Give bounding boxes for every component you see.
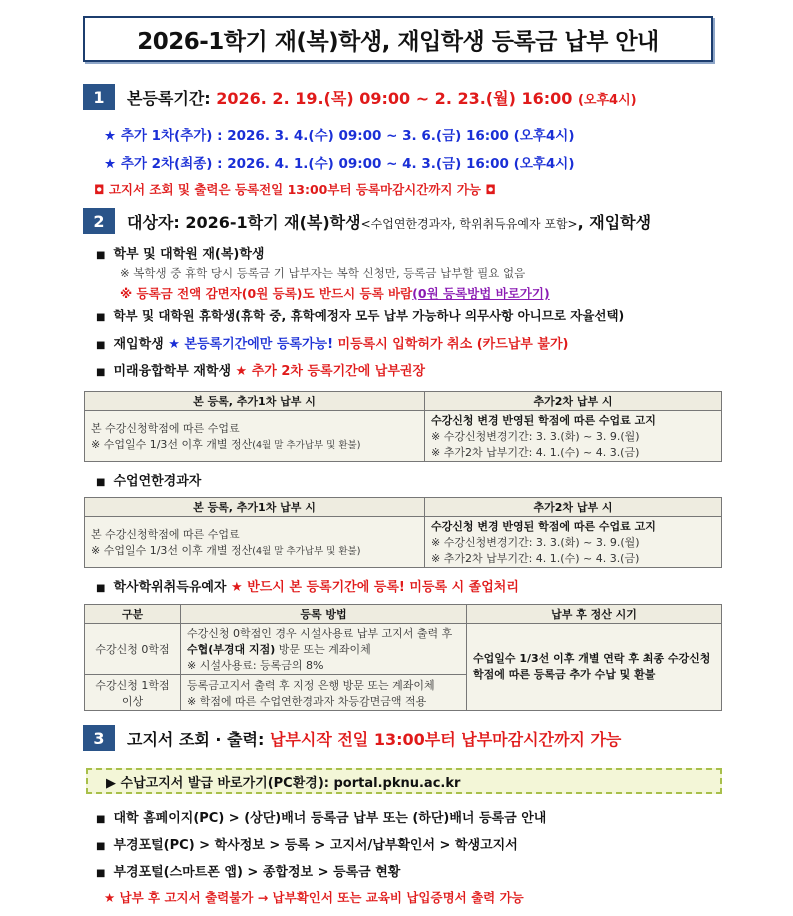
section-3-number: 3 [83,725,115,751]
bullet-item-enrolled [96,243,265,262]
table-cell: 수강신청 0학점 [85,624,181,675]
bullet-icon: ■ [96,250,106,261]
bullet-item-text: 수업연한경과자 [113,474,202,489]
section-2-label: 대상자: 2026-1학기 재(복)학생 [127,212,361,232]
section-2-label-end: , 재입학생 [577,212,652,232]
bullet-item-text: 학사학위취득유예자 [113,580,232,595]
table-cell [181,624,467,675]
extra-period-2-text: 추가 2차(최종) : 2026. 4. 1.(수) 09:00 ~ 4. 3.(금) 16:00 (오후4시) [120,156,575,172]
readmission-notice: ★ 본등록기간에만 등록가능! [168,337,338,352]
star-icon: ★ [104,156,117,172]
main-registration-period: 2026. 2. 19.(목) 09:00 ~ 2. 23.(월) 16:00 [216,88,578,108]
table-cell [85,675,181,711]
cell-line: ※ 학점에 따른 수업연한경과자 차등감면금액 적용 [187,694,427,708]
table-header: 구분 [85,605,181,624]
cell-line: 본 수강신청학점에 따른 수업료 [91,422,240,435]
cell-line: 수강신청 변경 반영된 학점에 따른 수업료 고지 [431,414,656,427]
deferral-table [84,604,722,711]
section-1-number: 1 [83,84,115,110]
zero-fee-notice [120,284,550,302]
bullet-item-text: 학부 및 대학원 재(복)학생 [113,247,265,262]
zero-fee-guide-link[interactable]: (0원 등록방법 바로가기) [412,286,550,301]
bullet-item-text: 미래융합학부 재학생 [113,364,236,379]
cell-line: ※ 추가2차 납부기간: 4. 1.(수) ~ 4. 3.(금) [431,552,640,565]
table-header: 추가2차 납부 시 [425,498,722,517]
bullet-item-readmission [96,333,568,352]
cell-note-small: (4월 말 추가납부 및 환불) [252,546,361,557]
cell-note: ※ 수업일수 1/3선 이후 개별 정산 [91,438,253,451]
cell-line: ※ 수강신청변경기간: 3. 3.(화) ~ 3. 9.(월) [431,536,640,549]
graduation-deferral-notice: ★ 반드시 본 등록기간에 등록! 미등록 시 졸업처리 [231,580,519,595]
table-cell: 수업일수 1/3선 이후 개별 연락 후 최종 수강신청학점에 따른 등록금 추가 수납 및 환불 [467,624,722,711]
bullet-item-homepage [96,807,546,826]
zero-fee-notice-text: ※ 등록금 전액 감면자(0원 등록)도 반드시 등록 바람 [120,286,413,301]
bullet-icon: ■ [96,814,106,825]
bullet-item-future-convergence [96,360,425,379]
extra-period-1-text: 추가 1차(추가) : 2026. 3. 4.(수) 09:00 ~ 3. 6.(금) 16:00 (오후4시) [120,128,575,144]
table-header: 본 등록, 추가1차 납부 시 [85,392,425,411]
table-cell [425,517,722,568]
cell-line: 수강신청 0학점인 경우 시설사용료 납부 고지서 출력 후 [187,627,453,640]
cell-note-small: (4월 말 추가납부 및 환불) [252,440,361,451]
bullet-item-overtime [96,470,201,489]
section-1-label: 본등록기간: [127,88,217,108]
print-restriction-notice: ★ 납부 후 고지서 출력불가 → 납부확인서 또는 교육비 납입증명서 출력 가능 [104,890,524,905]
readmission-warning: 미등록시 입학허가 취소 (카드납부 불가) [337,337,569,352]
bullet-item-graduation-deferral [96,576,519,595]
cell-line: ※ 추가2차 납부기간: 4. 1.(수) ~ 4. 3.(금) [431,446,640,459]
table-header: 납부 후 정산 시기 [467,605,722,624]
table-header: 추가2차 납부 시 [425,392,722,411]
extra-period-1 [104,124,575,144]
bullet-item-text: 부경포털(스마트폰 앱) > 종합정보 > 등록금 현황 [113,865,401,880]
bullet-icon: ■ [96,312,106,323]
table-cell [425,411,722,462]
bullet-item-leave [96,306,624,324]
cell-line: 등록금고지서 출력 후 지정 은행 방문 또는 계좌이체 [187,678,435,692]
table-cell [181,675,467,711]
returning-student-note: ※ 복학생 중 휴학 당시 등록금 기 납부자는 복학 신청만, 등록금 납부할 필요 없음 [120,266,526,280]
section-2-label-note: <수업연한경과자, 학위취득유예자 포함> [360,216,578,231]
bullet-icon: ■ [96,583,106,594]
bullet-icon: ■ [96,868,106,879]
cell-line: 본 수강신청학점에 따른 수업료 [91,528,240,541]
tuition-table-1 [84,391,722,462]
cell-line [187,641,460,657]
cell-line: 수강신청 1학점 [95,678,170,692]
star-icon: ★ [104,128,117,144]
section-2-header [83,208,651,234]
cell-note: ※ 수업일수 1/3선 이후 개별 정산 [91,544,253,557]
cell-line [91,436,418,452]
table-cell [85,517,425,568]
extra-period-2 [104,152,575,172]
bullet-item-text: 재입학생 [113,337,169,352]
section-2-title [127,210,651,233]
cell-line: 수강신청 변경 반영된 학점에 따른 수업료 고지 [431,520,656,533]
portal-shortcut-text[interactable]: ▶ 수납고지서 발급 바로가기(PC환경): portal.pknu.ac.kr [106,775,461,791]
document-title-box [83,16,713,62]
table-header: 본 등록, 추가1차 납부 시 [85,498,425,517]
document-title: 2026-1학기 재(복)학생, 재입학생 등록금 납부 안내 [137,28,659,55]
bullet-item-portal-app [96,861,400,880]
section-3-label: 고지서 조회 · 출력: [127,729,270,749]
bullet-icon: ■ [96,340,106,351]
bullet-item-portal-pc [96,834,518,853]
bullet-icon: ■ [96,477,106,488]
cell-line: ※ 시설사용료: 등록금의 8% [187,659,324,672]
future-convergence-notice: ★ 추가 2차 등록기간에 납부권장 [235,364,426,379]
main-registration-period-note: (오후4시) [577,92,637,108]
tuition-table-2 [84,497,722,568]
bullet-item-text: 대학 홈페이지(PC) > (상단)배너 등록금 납부 또는 (하단)배너 등록금 안내 [113,811,547,826]
invoice-notice: ◘ 고지서 조회 및 출력은 등록전일 13:00부터 등록마감시간까지 가능 ◘ [94,182,496,197]
table-cell [85,411,425,462]
cell-bold: 수협(부경대 지점) [187,643,276,656]
cell-line [91,542,418,558]
section-2-number: 2 [83,208,115,234]
portal-shortcut[interactable] [86,768,722,794]
cell-line: 이상 [121,694,144,708]
bullet-icon: ■ [96,841,106,852]
section-3-label-period: 납부시작 전일 13:00부터 납부마감시간까지 가능 [269,729,622,749]
bullet-icon: ■ [96,367,106,378]
table-header: 등록 방법 [181,605,467,624]
bullet-item-text: 학부 및 대학원 휴학생(휴학 중, 휴학예정자 모두 납부 가능하나 의무사항 아니므로 자율선택) [113,308,625,323]
cell-text: 방문 또는 계좌이체 [275,643,371,656]
section-3-title [127,727,621,750]
section-1-title [127,86,637,109]
section-3-header [83,725,621,751]
bullet-item-text: 부경포털(PC) > 학사정보 > 등록 > 고지서/납부확인서 > 학생고지서 [113,838,518,853]
cell-line: ※ 수강신청변경기간: 3. 3.(화) ~ 3. 9.(월) [431,430,640,443]
section-1-header [83,84,637,110]
